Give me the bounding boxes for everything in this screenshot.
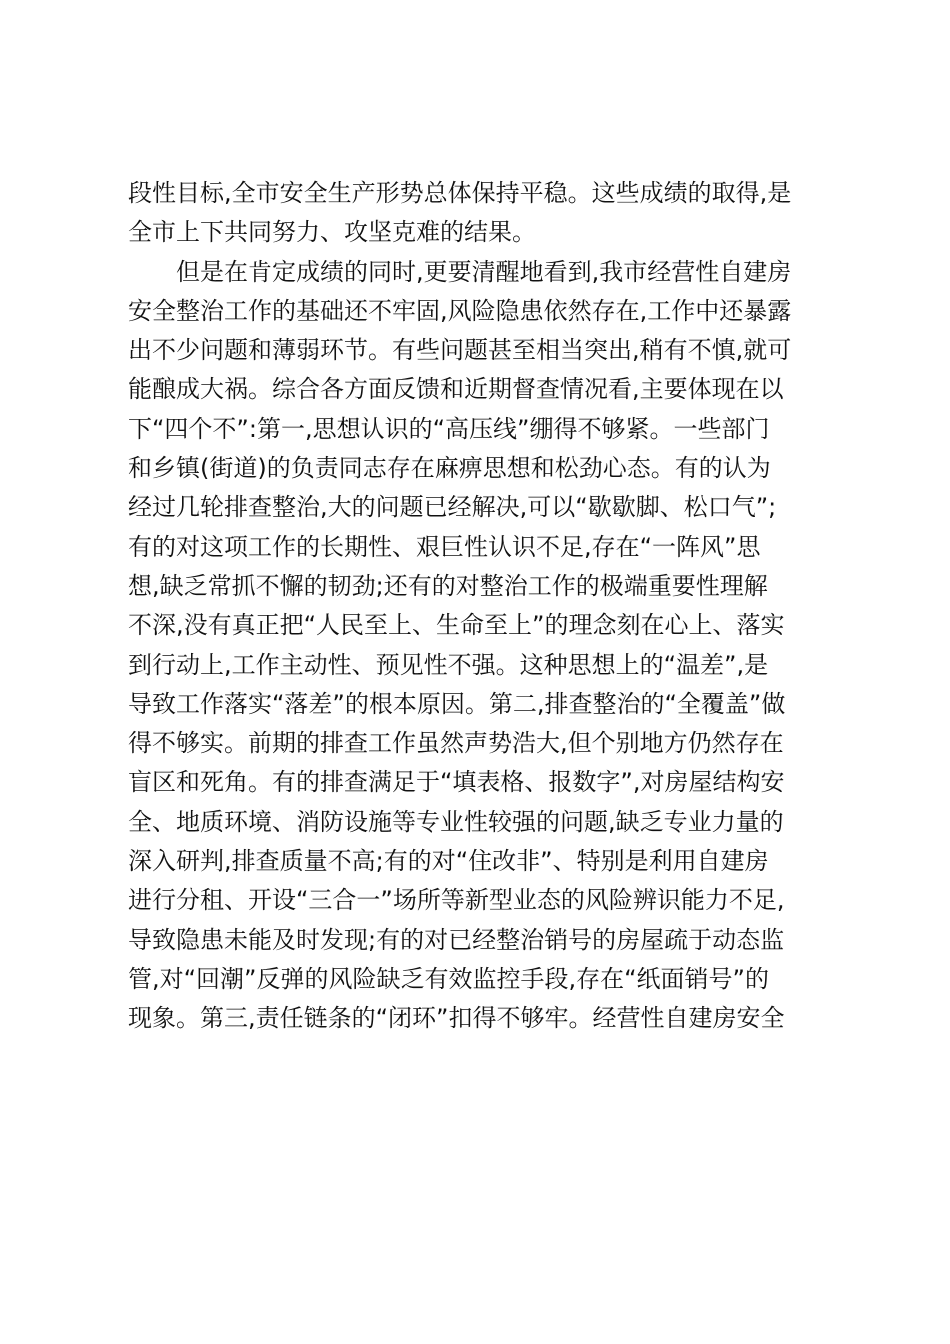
text-line: 导致工作落实“落差”的根本原因。第二,排查整治的“全覆盖”做 [128,689,786,718]
text-line: 经过几轮排查整治,大的问题已经解决,可以“歇歇脚、松口气”; [128,493,777,522]
text-line: 导致隐患未能及时发现;有的对已经整治销号的房屋疏于动态监 [128,925,785,954]
text-line: 得不够实。前期的排查工作虽然声势浩大,但个别地方仍然存在 [128,729,784,758]
text-line: 出不少问题和薄弱环节。有些问题甚至相当突出,稍有不慎,就可 [128,336,792,365]
text-line: 和乡镇(街道)的负责同志存在麻痹思想和松劲心态。有的认为 [128,454,771,483]
text-line: 有的对这项工作的长期性、艰巨性认识不足,存在“一阵风”思 [128,532,761,561]
text-line: 到行动上,工作主动性、预见性不强。这种思想上的“温差”,是 [128,650,769,679]
text-line: 不深,没有真正把“人民至上、生命至上”的理念刻在心上、落实 [128,611,785,640]
paragraph-first-line: 但是在肯定成绩的同时,更要清醒地看到,我市经营性自建房 [176,257,792,286]
text-line: 进行分租、开设“三合一”场所等新型业态的风险辨识能力不足, [128,886,785,915]
text-line: 下“四个不”:第一,思想认识的“高压线”绷得不够紧。一些部门 [128,414,770,443]
text-line: 段性目标,全市安全生产形势总体保持平稳。这些成绩的取得,是 [128,179,792,207]
text-line: 现象。第三,责任链条的“闭环”扣得不够牢。经营性自建房安全 [128,1004,785,1033]
text-line: 深入研判,排查质量不高;有的对“住改非”、特别是利用自建房 [128,847,769,876]
text-line: 全、地质环境、消防设施等专业性较强的问题,缺乏专业力量的 [128,807,784,836]
body-text [128,174,828,1039]
text-line: 安全整治工作的基础还不牢固,风险隐患依然存在,工作中还暴露 [128,296,792,325]
text-line: 全市上下共同努力、攻坚克难的结果。 [128,218,536,247]
text-line: 盲区和死角。有的排查满足于“填表格、报数字”,对房屋结构安 [128,768,785,797]
text-line: 能酿成大祸。综合各方面反馈和近期督查情况看,主要体现在以 [128,375,784,404]
text-line: 想,缺乏常抓不懈的韧劲;还有的对整治工作的极端重要性理解 [128,571,768,600]
text-line: 管,对“回潮”反弹的风险缺乏有效监控手段,存在“纸面销号”的 [128,964,769,993]
